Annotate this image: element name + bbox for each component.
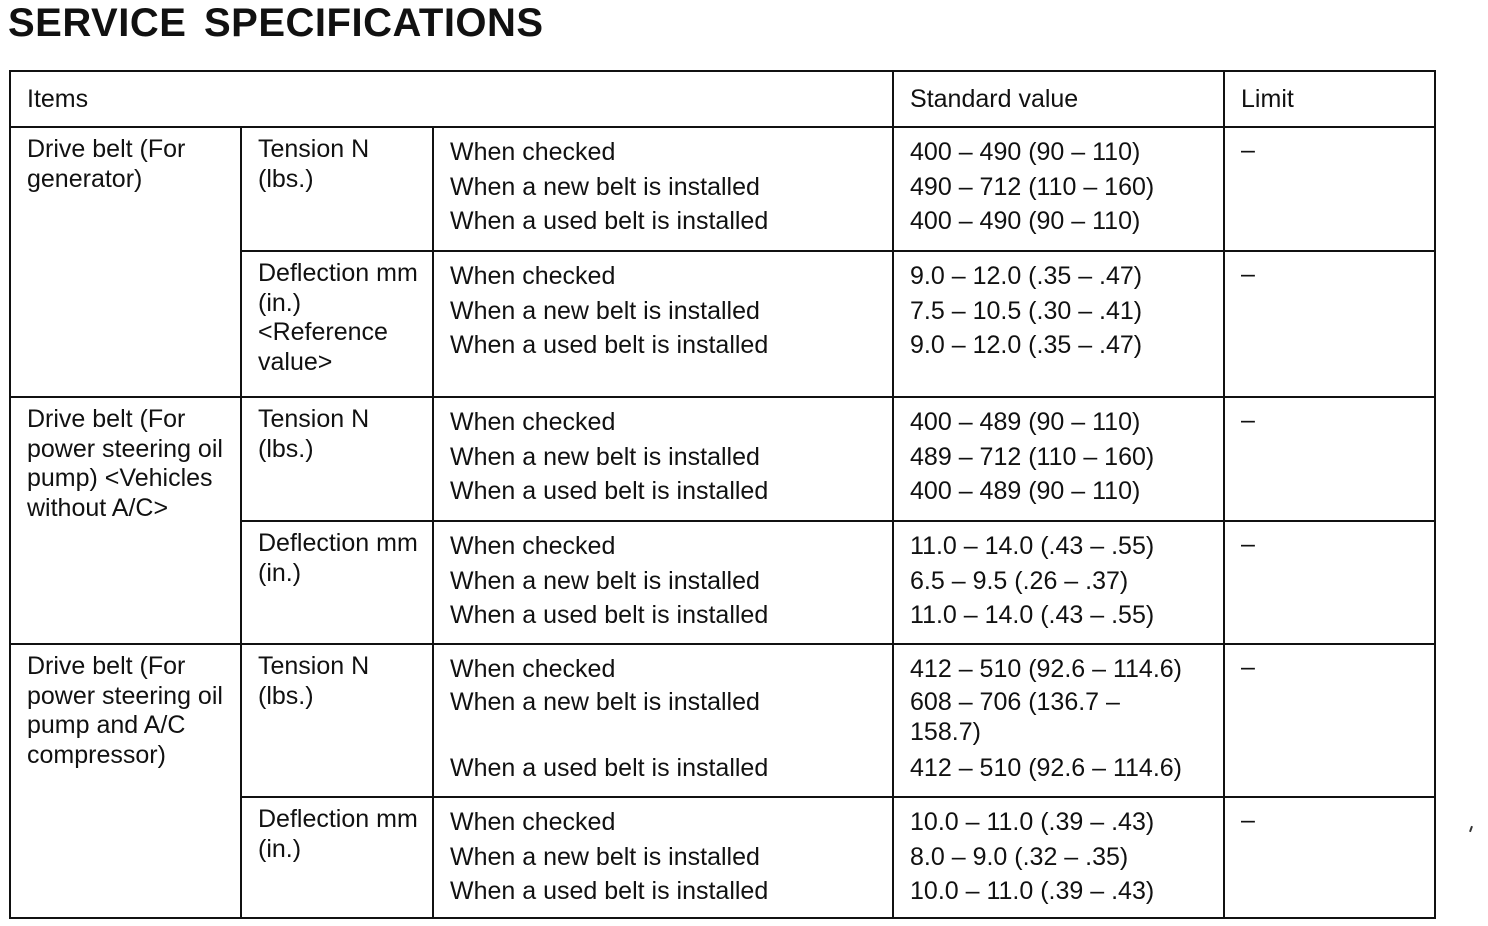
condition-checked: When checked — [450, 262, 616, 290]
param-tension: Tension N (lbs.) — [241, 127, 433, 251]
value-new-belt: 608 – 706 (136.7 – 158.7) — [910, 687, 1120, 746]
value-checked: 400 – 489 (90 – 110) — [910, 408, 1141, 436]
param-deflection: Deflection mm (in.) — [241, 797, 433, 918]
limit-value: – — [1224, 521, 1435, 644]
value-used-belt: 400 – 489 (90 – 110) — [910, 477, 1141, 505]
standard-values — [893, 127, 1224, 251]
standard-values — [893, 797, 1224, 918]
value-checked: 412 – 510 (92.6 – 114.6) — [910, 655, 1183, 683]
limit-value: – — [1224, 644, 1435, 797]
value-checked: 400 – 490 (90 – 110) — [910, 138, 1141, 166]
param-tension: Tension N (lbs.) — [241, 644, 433, 797]
condition-list — [433, 251, 893, 397]
condition-new-belt: When a new belt is installed — [450, 687, 760, 716]
table-row — [10, 397, 1435, 521]
condition-new-belt: When a new belt is installed — [450, 842, 760, 871]
condition-used-belt: When a used belt is installed — [450, 477, 769, 505]
condition-new-belt: When a new belt is installed — [450, 172, 760, 201]
condition-new-belt: When a new belt is installed — [450, 442, 760, 471]
header-limit: Limit — [1224, 71, 1435, 127]
table-row — [10, 127, 1435, 251]
header-items: Items — [10, 71, 893, 127]
value-checked: 9.0 – 12.0 (.35 – .47) — [910, 262, 1143, 290]
value-new-belt: 7.5 – 10.5 (.30 – .41) — [910, 296, 1143, 325]
value-used-belt: 412 – 510 (92.6 – 114.6) — [910, 753, 1183, 782]
condition-list — [433, 127, 893, 251]
limit-value: – — [1224, 797, 1435, 918]
table-header-row — [10, 71, 1435, 127]
condition-list — [433, 521, 893, 644]
condition-used-belt: When a used belt is installed — [450, 753, 769, 782]
value-new-belt: 6.5 – 9.5 (.26 – .37) — [910, 566, 1129, 595]
value-used-belt: 10.0 – 11.0 (.39 – .43) — [910, 877, 1155, 905]
value-new-belt: 489 – 712 (110 – 160) — [910, 442, 1155, 471]
item-drive-belt-generator: Drive belt (For generator) — [10, 127, 241, 397]
item-drive-belt-power-steering-ac: Drive belt (For power steering oil pump and A/C compressor) — [10, 644, 241, 918]
condition-new-belt: When a new belt is installed — [450, 296, 760, 325]
standard-values — [893, 251, 1224, 397]
condition-used-belt: When a used belt is installed — [450, 207, 769, 235]
item-drive-belt-power-steering: Drive belt (For power steering oil pump) <Vehicles without A/C> — [10, 397, 241, 644]
limit-value: – — [1224, 127, 1435, 251]
table-row — [10, 644, 1435, 797]
limit-value: – — [1224, 251, 1435, 397]
service-specifications-table — [9, 70, 1436, 919]
condition-checked: When checked — [450, 808, 616, 836]
standard-values — [893, 521, 1224, 644]
header-standard-value: Standard value — [893, 71, 1224, 127]
limit-value: – — [1224, 397, 1435, 521]
condition-new-belt: When a new belt is installed — [450, 566, 760, 595]
scan-mark — [1469, 826, 1473, 832]
standard-values — [893, 397, 1224, 521]
condition-list — [433, 644, 893, 797]
param-deflection: Deflection mm (in.) — [241, 521, 433, 644]
value-used-belt: 9.0 – 12.0 (.35 – .47) — [910, 331, 1143, 359]
condition-checked: When checked — [450, 532, 616, 560]
condition-used-belt: When a used belt is installed — [450, 877, 769, 905]
value-checked: 11.0 – 14.0 (.43 – .55) — [910, 532, 1155, 560]
value-checked: 10.0 – 11.0 (.39 – .43) — [910, 808, 1155, 836]
condition-checked: When checked — [450, 138, 616, 166]
condition-checked: When checked — [450, 655, 616, 683]
condition-list — [433, 797, 893, 918]
param-tension: Tension N (lbs.) — [241, 397, 433, 521]
condition-list — [433, 397, 893, 521]
value-new-belt: 490 – 712 (110 – 160) — [910, 172, 1155, 201]
param-deflection: Deflection mm (in.) <Reference value> — [241, 251, 433, 397]
value-new-belt: 8.0 – 9.0 (.32 – .35) — [910, 842, 1129, 871]
value-used-belt: 400 – 490 (90 – 110) — [910, 207, 1141, 235]
condition-used-belt: When a used belt is installed — [450, 331, 769, 359]
value-used-belt: 11.0 – 14.0 (.43 – .55) — [910, 601, 1155, 629]
condition-used-belt: When a used belt is installed — [450, 601, 769, 629]
standard-values — [893, 644, 1224, 797]
condition-checked: When checked — [450, 408, 616, 436]
page-title: SERVICE SPECIFICATIONS — [8, 1, 544, 45]
condition-new-belt-wrap — [450, 687, 878, 751]
